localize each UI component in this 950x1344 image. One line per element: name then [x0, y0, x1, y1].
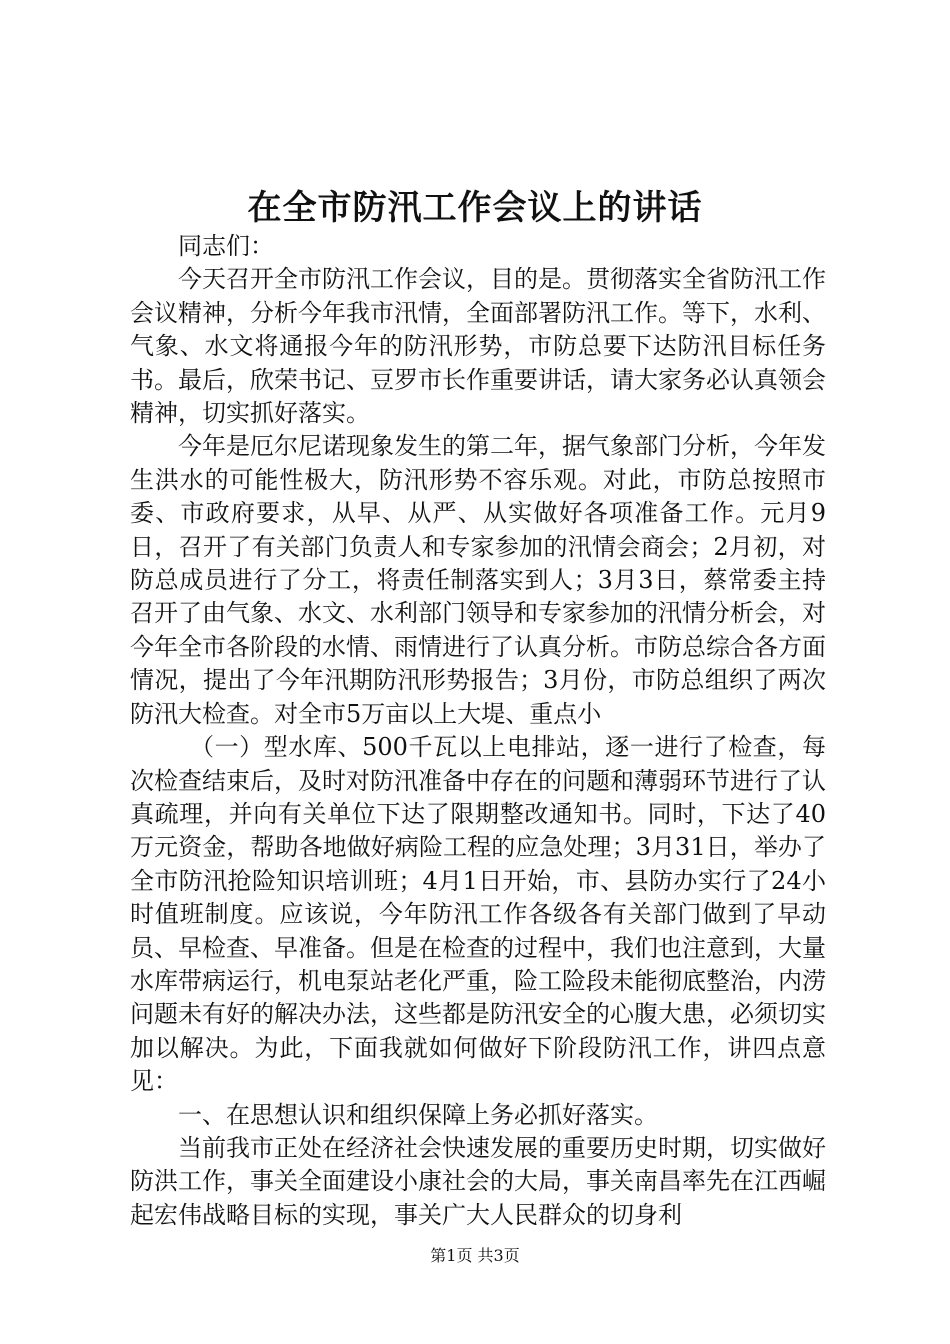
paragraph: 今年是厄尔尼诺现象发生的第二年，据气象部门分析，今年发生洪水的可能性极大，防汛形势不容乐观。对此，市防总按照市委、市政府要求，从早、从严、从实做好各项准备工作。元月9日，召开了有关部门负责人和专家参加的汛情会商会；2月初，对防总成员进行了分工，将责任制落实到人；3月3日，蔡常委主持召开了由气象、水文、水利部门领导和专家参加的汛情分析会，对今年全市各阶段的水情、雨情进行了认真分析。市防总综合各方面情况，提出了今年汛期防汛形势报告；3月份，市防总组织了两次防汛大检查。对全市5万亩以上大堤、重点小	[130, 432, 826, 728]
page-footer: 第1页 共3页	[430, 1246, 520, 1265]
paragraph: 今天召开全市防汛工作会议，目的是。贯彻落实全省防汛工作会议精神，分析今年我市汛情，全面部署防汛工作。等下，水利、气象、水文将通报今年的防汛形势，市防总要下达防汛目标任务书。最后，欣荣书记、豆罗市长作重要讲话，请大家务必认真领会精神，切实抓好落实。	[130, 265, 826, 428]
paragraph: （一）型水库、500千瓦以上电排站，逐一进行了检查，每次检查结束后，及时对防汛准备中存在的问题和薄弱环节进行了认真疏理，并向有关单位下达了限期整改通知书。同时，下达了40万元资金，帮助各地做好病险工程的应急处理；3月31日，举办了全市防汛抢险知识培训班；4月1日开始，市、县防办实行了24小时值班制度。应该说，今年防汛工作各级各有关部门做到了早动员、早检查、早准备。但是在检查的过程中，我们也注意到，大量水库带病运行，机电泵站老化严重，险工险段未能彻底整治，内涝问题未有好的解决办法，这些都是防汛安全的心腹大患，必须切实加以解决。为此，下面我就如何做好下阶段防汛工作，讲四点意见：	[130, 733, 826, 1096]
paragraph: 当前我市正处在经济社会快速发展的重要历史时期，切实做好防洪工作，事关全面建设小康社会的大局，事关南昌率先在江西崛起宏伟战略目标的实现，事关广大人民群众的切身利	[130, 1133, 826, 1229]
document-body	[130, 230, 826, 1232]
section-heading: 一、在思想认识和组织保障上务必抓好落实。	[178, 1100, 658, 1129]
document-title: 在全市防汛工作会议上的讲话	[247, 188, 703, 228]
salutation: 同志们：	[178, 232, 274, 260]
